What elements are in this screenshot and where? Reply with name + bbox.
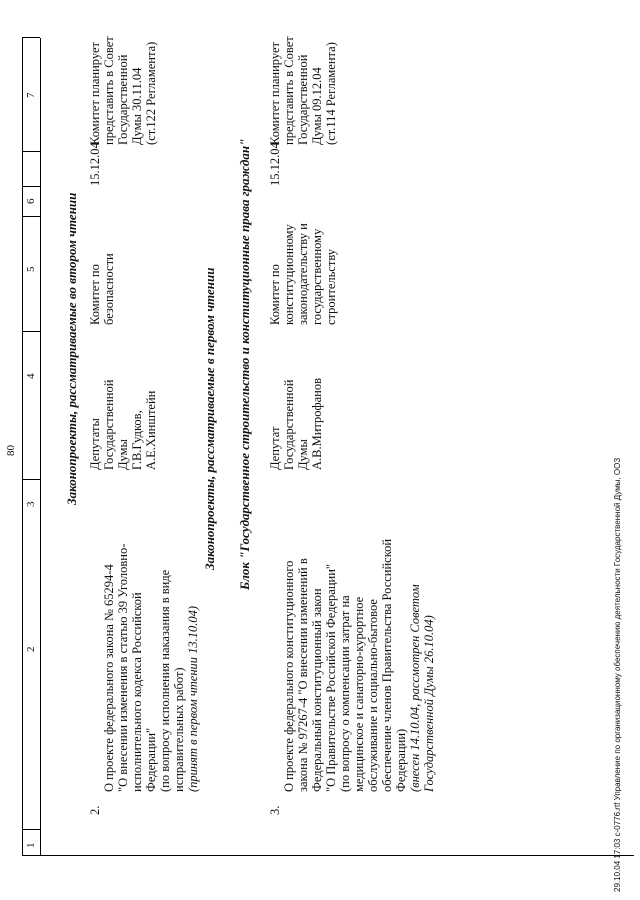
column-number: 6: [25, 198, 37, 204]
row-title: [268, 482, 450, 792]
row-note: (внесен 14.10.04, рассмотрен Советом Государственной Думы 26.10.04): [408, 584, 436, 792]
row-remark: Комитет планирует представить в Совет Государственной Думы 09.12.04 (ст.114 Регламента): [268, 36, 338, 145]
block-title: Блок "Государственное строительство и конституционные права граждан": [237, 138, 252, 590]
page-number: 80: [5, 445, 17, 456]
table-left-border: [22, 855, 634, 856]
column-number: 4: [25, 373, 37, 379]
section-title-first-reading: Законопроекты, рассматриваемые в первом чтении: [202, 267, 217, 570]
column-divider: [22, 151, 40, 152]
column-divider: [22, 216, 40, 217]
section-title-second-reading: Законопроекты, рассматриваемые во втором чтении: [64, 192, 79, 505]
row-title-text: О проекте федерального конституционного закона № 97267-4 "О внесении изменений в Федеральный конституционный закон "О Правительстве Российской Федерации" (по вопросу о компенсации затрат на медицинское и санаторно-курортное обслуживание и социально-бытовое обеспечение членов Правительства Российской Федерации): [282, 538, 408, 792]
footer-file-info: 29.10.04 17:03 c-0776.rtf Управление по организационному обеспечению деятельности Государственной Думы, ООЗ: [613, 457, 622, 892]
row-authors: Депутаты Государственной Думы Г.В.Гудков, А.Е.Хинштейн: [88, 379, 158, 470]
column-divider: [22, 829, 40, 830]
column-divider: [22, 186, 40, 187]
row-committee: Комитет по конституционному законодательству и государственному строительству: [268, 223, 338, 325]
row-number: 2.: [88, 805, 102, 815]
row-title-text: О проекте федерального закона № 65294-4 "О внесении изменения в статью 39 Уголовно- исполнительного кодекса Российской Федерации" (по вопросу исполнения наказания в виде исправительных работ): [102, 543, 186, 792]
row-note: (принят в первом чтении 13.10.04): [186, 605, 200, 792]
column-divider: [22, 37, 40, 38]
row-authors: Депутат Государственной Думы А.В.Митрофанов: [268, 377, 324, 470]
column-divider: [22, 479, 40, 480]
column-number: 1: [25, 842, 37, 848]
column-number: 3: [25, 501, 37, 507]
column-number: 5: [25, 266, 37, 272]
column-divider: [22, 331, 40, 332]
table-header-top-border: [22, 38, 23, 856]
column-number: 7: [25, 92, 37, 98]
column-number: 2: [25, 646, 37, 652]
row-title: [88, 482, 214, 792]
row-date: 15.12.04: [88, 142, 102, 186]
table-header-bottom-border: [40, 38, 41, 856]
row-date: 15.12.04: [268, 142, 282, 186]
row-committee: Комитет по безопасности: [88, 253, 116, 325]
row-remark: Комитет планирует представить в Совет Государственной Думы 30.11.04 (ст.122 Регламента): [88, 36, 158, 145]
row-number: 3.: [268, 805, 282, 815]
